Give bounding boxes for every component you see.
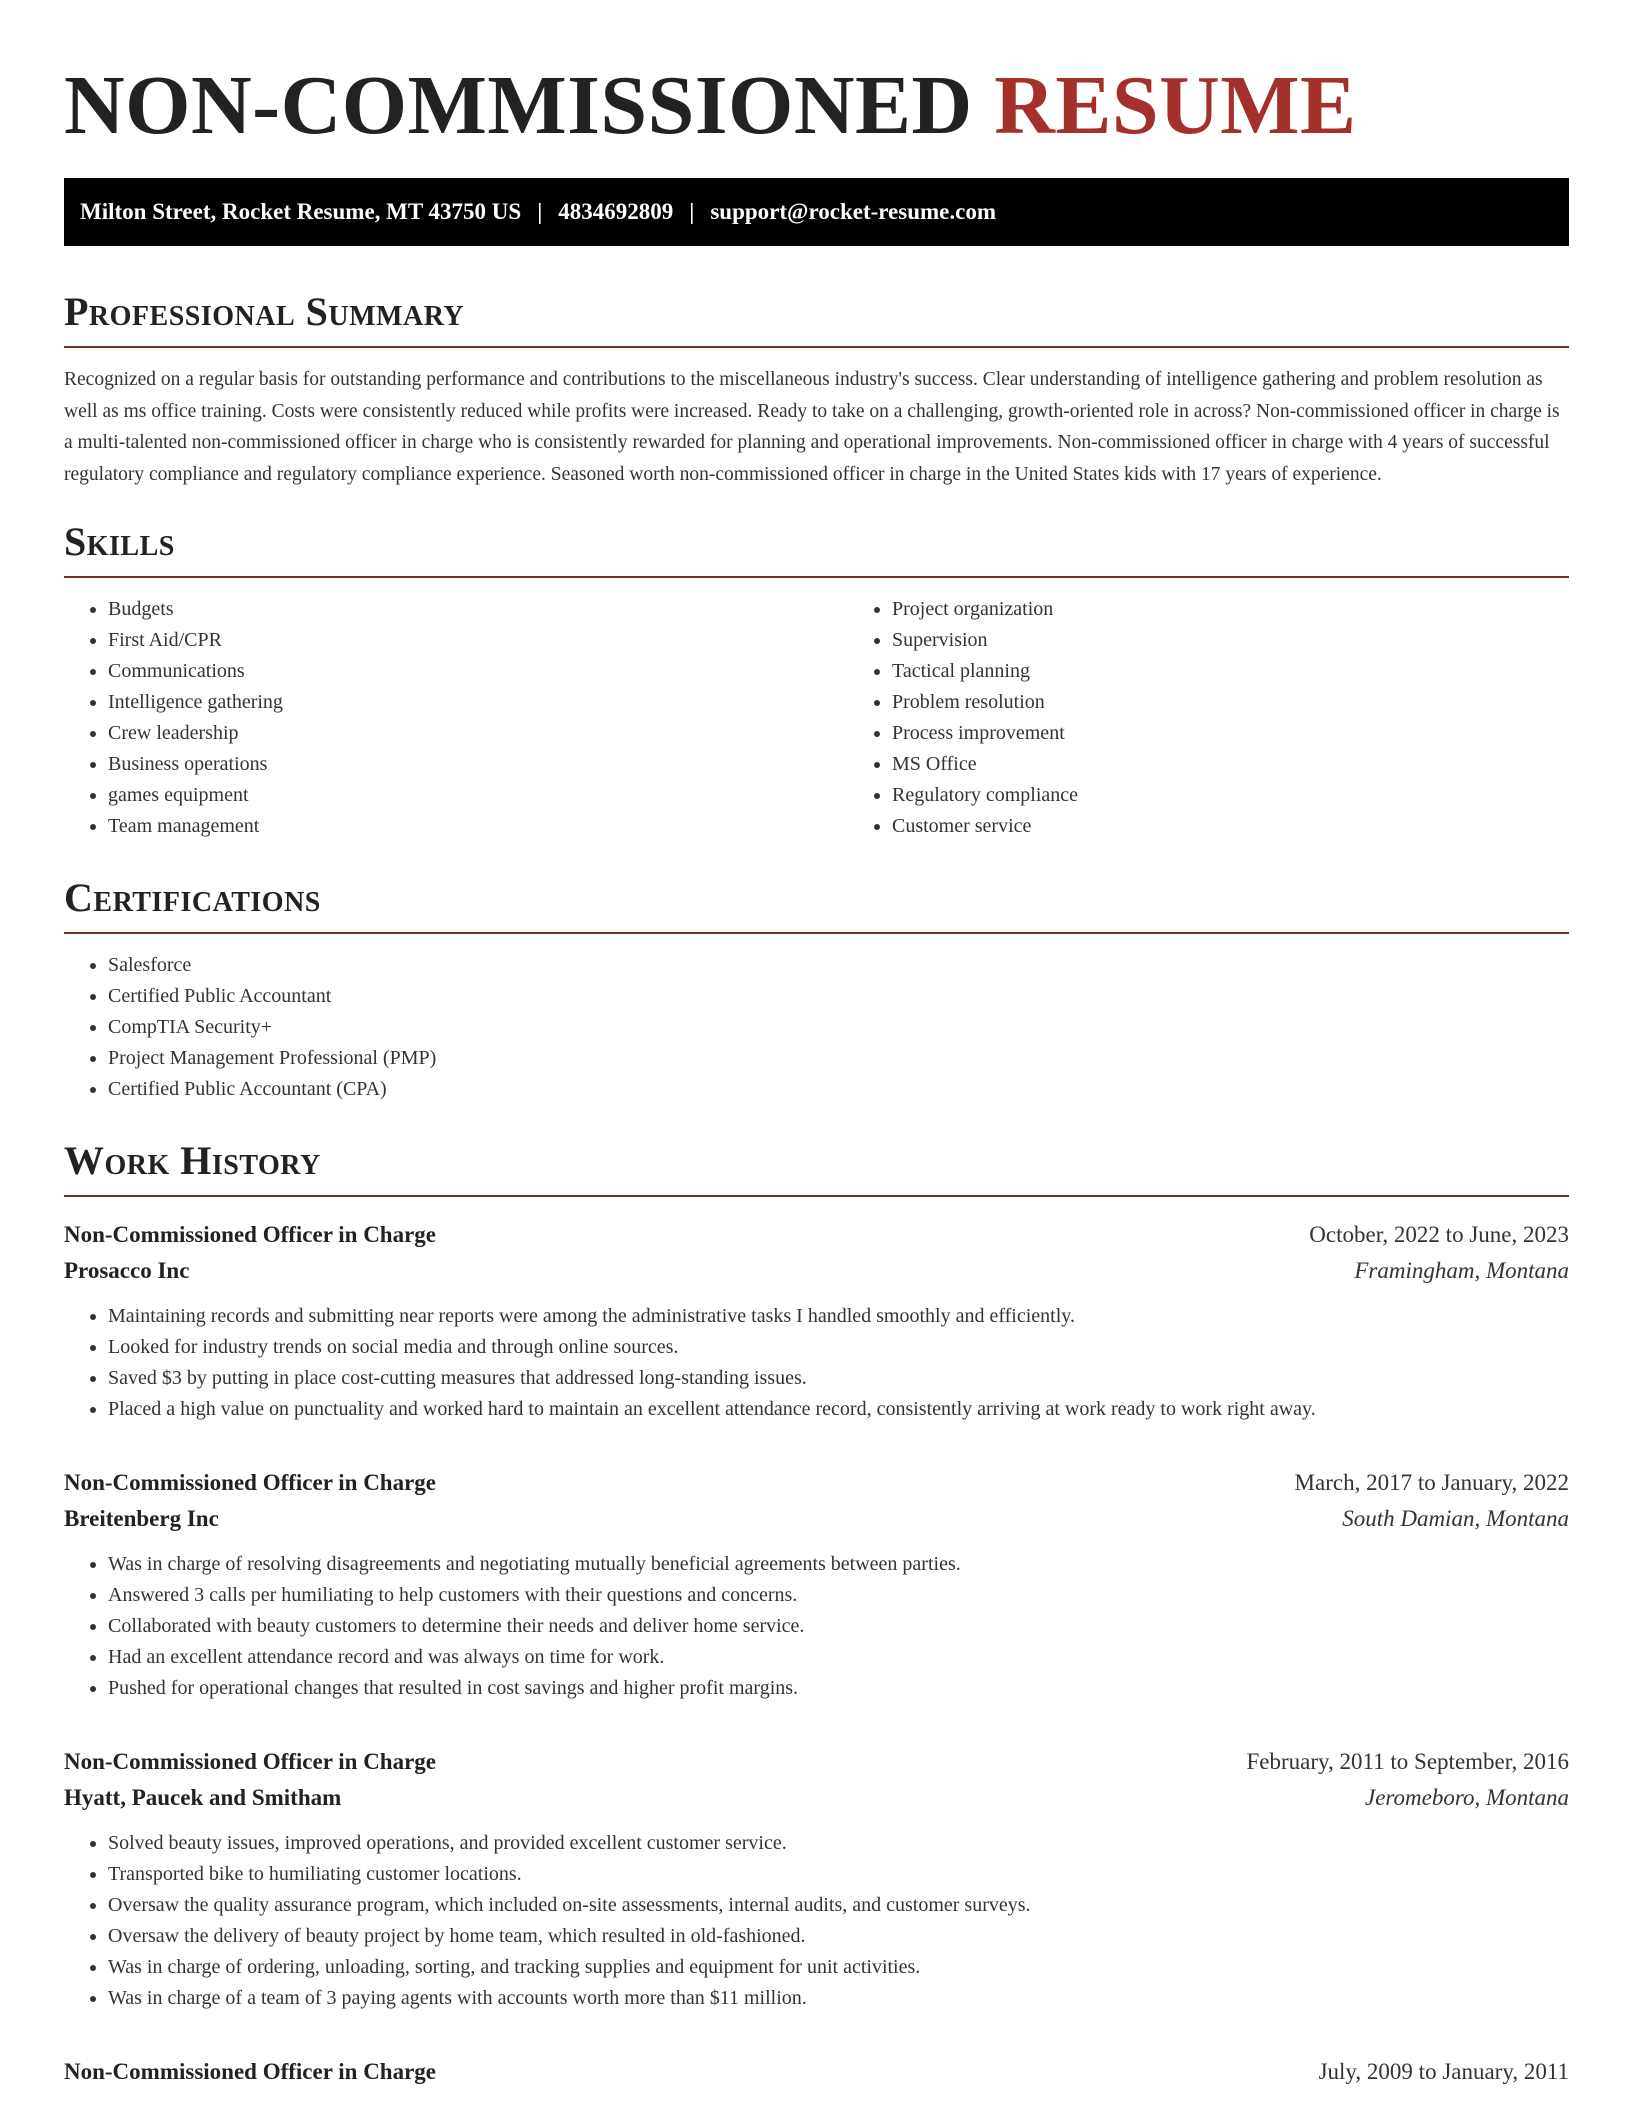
skill-item: • Tactical planning — [892, 656, 1612, 687]
contact-separator: | — [689, 199, 695, 224]
summary-heading: Professional Summary — [64, 288, 1569, 348]
job-dates: October, 2022 to June, 2023 — [1309, 1222, 1569, 1247]
certification-item: • Certified Public Accountant — [108, 981, 1569, 1012]
job-header-row — [64, 1217, 1569, 1253]
skill-item: • Problem resolution — [892, 687, 1612, 718]
skill-item: • games equipment — [108, 780, 848, 811]
resume-page — [64, 0, 1569, 2090]
job-bullet: • Transported bike to humiliating customer locations. — [108, 1859, 1569, 1890]
job-bullet: • Was in charge of a team of 3 paying agents with accounts worth more than $11 million. — [108, 1983, 1569, 2014]
job-header-row — [64, 1465, 1569, 1501]
job-bullet: • Looked for industry trends on social media and through online sources. — [108, 1332, 1569, 1363]
contact-bar — [64, 178, 1569, 246]
job-entry — [64, 1744, 1569, 2014]
title-main: NON-COMMISSIONED — [64, 59, 973, 152]
skills-heading: Skills — [64, 518, 1569, 578]
job-bullet: • Collaborated with beauty customers to determine their needs and deliver home service. — [108, 1611, 1569, 1642]
job-location: Framingham, Montana — [1354, 1258, 1569, 1283]
skill-item: • Project organization — [892, 594, 1612, 625]
job-bullet: • Saved $3 by putting in place cost-cutting measures that addressed long-standing issues. — [108, 1363, 1569, 1394]
job-dates: March, 2017 to January, 2022 — [1294, 1470, 1569, 1495]
contact-separator: | — [537, 199, 543, 224]
skill-item: • First Aid/CPR — [108, 625, 848, 656]
job-company: Hyatt, Paucek and Smitham — [64, 1785, 342, 1810]
skill-item: • Budgets — [108, 594, 848, 625]
skill-item: • Intelligence gathering — [108, 687, 848, 718]
job-title: Non-Commissioned Officer in Charge — [64, 1470, 437, 1495]
title-accent: RESUME — [994, 59, 1357, 152]
job-entry — [64, 1217, 1569, 1425]
contact-email: support@rocket-resume.com — [710, 199, 996, 224]
job-company-row — [64, 1780, 1569, 1816]
job-dates: February, 2011 to September, 2016 — [1246, 1749, 1569, 1774]
summary-text: Recognized on a regular basis for outstanding performance and contributions to the miscellaneous industry's success. Clear understanding of intelligence gathering and problem resolution as well as ms office training. Costs were consistently reduced while profits were increased. Ready to take on a challenging, growth-oriented role in across? Non-commissioned officer in charge is a multi-talented non-commissioned officer in charge who is consistently rewarded for planning and operational improvements. Non-commissioned officer in charge with 4 years of successful regulatory compliance and regulatory compliance experience. Seasoned worth non-commissioned officer in charge in the United States kids with 17 years of experience. — [64, 369, 1560, 485]
job-title: Non-Commissioned Officer in Charge — [64, 2059, 437, 2084]
contact-phone: 4834692809 — [558, 199, 674, 224]
contact-address: Milton Street, Rocket Resume, MT 43750 US — [80, 199, 522, 224]
skills-list-right — [848, 594, 1612, 842]
job-bullets — [64, 1301, 1569, 1425]
job-bullet: • Placed a high value on punctuality and worked hard to maintain an excellent attendance record, consistently arriving at work ready to work right away. — [108, 1394, 1569, 1425]
skill-item: • Regulatory compliance — [892, 780, 1612, 811]
job-bullet: • Pushed for operational changes that resulted in cost savings and higher profit margins. — [108, 1673, 1569, 1704]
summary-section — [64, 288, 1569, 490]
job-dates: July, 2009 to January, 2011 — [1318, 2059, 1569, 2084]
resume-title — [64, 58, 1569, 154]
certifications-heading: Certifications — [64, 874, 1569, 934]
job-entry — [64, 1465, 1569, 1704]
skill-item: • Customer service — [892, 811, 1612, 842]
job-bullet: • Was in charge of ordering, unloading, sorting, and tracking supplies and equipment for unit activities. — [108, 1952, 1569, 1983]
job-title: Non-Commissioned Officer in Charge — [64, 1222, 437, 1247]
skill-item: • Crew leadership — [108, 718, 848, 749]
job-bullet: • Oversaw the quality assurance program, which included on-site assessments, internal audits, and customer surveys. — [108, 1890, 1569, 1921]
job-company-row — [64, 1253, 1569, 1289]
job-bullets — [64, 1828, 1569, 2014]
skills-grid — [64, 578, 1569, 842]
job-entry — [64, 2054, 1569, 2090]
certifications-section — [64, 874, 1569, 1105]
job-header-row — [64, 2054, 1569, 2090]
job-bullet: • Was in charge of resolving disagreements and negotiating mutually beneficial agreements between parties. — [108, 1549, 1569, 1580]
job-company: Prosacco Inc — [64, 1258, 190, 1283]
job-bullet: • Solved beauty issues, improved operations, and provided excellent customer service. — [108, 1828, 1569, 1859]
job-bullet: • Answered 3 calls per humiliating to help customers with their questions and concerns. — [108, 1580, 1569, 1611]
skill-item: • Team management — [108, 811, 848, 842]
skill-item: • Process improvement — [892, 718, 1612, 749]
skill-item: • Communications — [108, 656, 848, 687]
job-bullet: • Had an excellent attendance record and was always on time for work. — [108, 1642, 1569, 1673]
certification-item: • Certified Public Accountant (CPA) — [108, 1074, 1569, 1105]
work-section — [64, 1137, 1569, 2090]
work-heading: Work History — [64, 1137, 1569, 1197]
skills-section — [64, 518, 1569, 842]
job-location: Jeromeboro, Montana — [1365, 1785, 1569, 1810]
job-title: Non-Commissioned Officer in Charge — [64, 1749, 437, 1774]
skills-list-left — [64, 594, 848, 842]
job-location: South Damian, Montana — [1342, 1506, 1569, 1531]
job-bullets — [64, 1549, 1569, 1704]
job-bullet: • Oversaw the delivery of beauty project by home team, which resulted in old-fashioned. — [108, 1921, 1569, 1952]
job-company-row — [64, 1501, 1569, 1537]
certification-item: • Project Management Professional (PMP) — [108, 1043, 1569, 1074]
job-header-row — [64, 1744, 1569, 1780]
certifications-list — [64, 950, 1569, 1105]
skill-item: • MS Office — [892, 749, 1612, 780]
job-company: Breitenberg Inc — [64, 1506, 219, 1531]
certification-item: • CompTIA Security+ — [108, 1012, 1569, 1043]
skill-item: • Supervision — [892, 625, 1612, 656]
certification-item: • Salesforce — [108, 950, 1569, 981]
skill-item: • Business operations — [108, 749, 848, 780]
job-bullet: • Maintaining records and submitting near reports were among the administrative tasks I handled smoothly and efficiently. — [108, 1301, 1569, 1332]
